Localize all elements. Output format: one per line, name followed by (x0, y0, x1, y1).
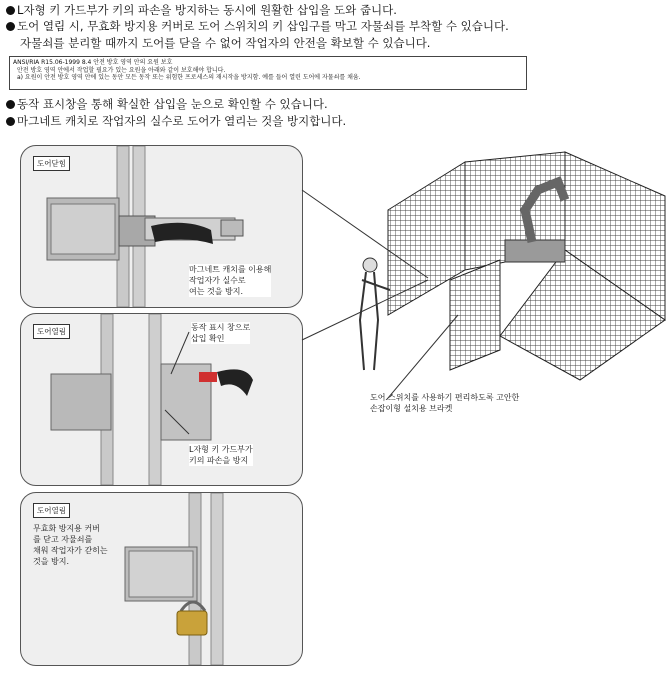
state-tag-door-closed: 도어닫힘 (33, 156, 70, 171)
caption-lockout-cover: 무효화 방지용 커버 를 닫고 자물쇠를 채워 작업자가 갇히는 것을 방지. (33, 524, 108, 566)
caption-indicator-window: 동작 표시 창으로 삽입 확인 (191, 323, 251, 343)
ansi-standard-box (9, 56, 527, 90)
bullet-dot-icon (6, 100, 15, 109)
bullet-1: L자형 키 가드부가 키의 파손을 방지하는 동시에 원활한 삽입을 도와 줍니다. (6, 3, 397, 17)
bullet-dot-icon (6, 22, 15, 31)
panel-door-open-lockout (20, 492, 303, 666)
ansi-line-1: ANSI/RIA R15.06-1999 8.4 안전 방호 영역 안의 요원 보호 (13, 59, 173, 66)
bullet-4: 마그네트 캐치로 작업자의 실수로 도어가 열리는 것을 방지합니다. (6, 114, 346, 128)
caption-handle-bracket: 도어 스위치를 사용하기 편리하도록 고안한 손잡이형 설치용 브라켓 (370, 393, 520, 413)
robot-cell-illustration (300, 140, 670, 400)
caption-magnet-catch: 마그네트 캐치를 이용해 작업자가 실수로 여는 것을 방지. (189, 265, 272, 296)
door-switch-open-illustration (21, 314, 302, 485)
panel-door-open-indicator (20, 313, 303, 486)
bullet-dot-icon (6, 117, 15, 126)
bullet-dot-icon (6, 6, 15, 15)
ansi-line-2: 안전 방호 영역 안에서 작업할 필요가 있는 요원을 아래와 같이 보호해야 합니다. (17, 66, 226, 74)
state-tag-lockout: 도어열림 (33, 503, 70, 518)
caption-key-guard: L자형 키 가드부가 키의 파손을 방지 (189, 445, 253, 465)
lockout-cover-illustration (21, 493, 302, 665)
bullet-3: 동작 표시창을 통해 확실한 삽입을 눈으로 확인할 수 있습니다. (6, 97, 328, 111)
ansi-line-3: a) 요원이 안전 방호 영역 안에 있는 동안 모든 동작 또는 위험한 프로세스의 재시작을 방지함. 예를 들어 열린 도어에 자물쇠를 채움. (17, 74, 361, 81)
panel-door-closed (20, 145, 303, 308)
state-tag-door-open: 도어열림 (33, 324, 70, 339)
bullet-2: 도어 열림 시, 무효화 방지용 커버로 도어 스위치의 키 삽입구를 막고 자물쇠를 부착할 수 있습니다. (6, 19, 509, 33)
bullet-2-continued: 자물쇠를 분리할 때까지 도어를 닫을 수 없어 작업자의 안전을 확보할 수 있습니다. (20, 36, 431, 50)
